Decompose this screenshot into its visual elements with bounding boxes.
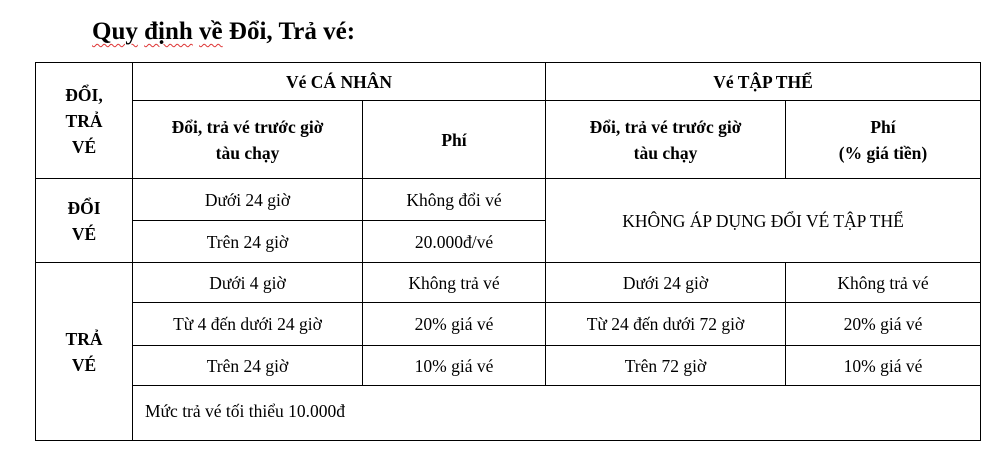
- table-cell: Dưới 4 giờ: [133, 263, 363, 303]
- refund-policy-table: [35, 62, 981, 441]
- table-cell: Dưới 24 giờ: [546, 263, 786, 303]
- table-cell: Không đổi vé: [363, 179, 546, 221]
- exchange-label: ĐỔI VÉ: [36, 179, 133, 263]
- page-title: [92, 18, 355, 46]
- table-row: [36, 303, 981, 346]
- table-cell: Không trả vé: [786, 263, 981, 303]
- minimum-refund-note: Mức trả vé tối thiểu 10.000đ: [133, 386, 981, 441]
- time-header: Đổi, trả vé trước giờ tàu chạy: [133, 101, 363, 179]
- table-cell: Từ 24 đến dưới 72 giờ: [546, 303, 786, 346]
- title-word: Quy: [92, 18, 138, 45]
- time-header-collective: Đổi, trả vé trước giờ tàu chạy: [546, 101, 786, 179]
- table-cell: Trên 72 giờ: [546, 346, 786, 386]
- collective-exchange-note: KHÔNG ÁP DỤNG ĐỔI VÉ TẬP THỂ: [546, 179, 981, 263]
- title-rest: Đổi, Trả vé:: [222, 18, 356, 45]
- fee-header-collective: Phí (% giá tiền): [786, 101, 981, 179]
- table-cell: Dưới 24 giờ: [133, 179, 363, 221]
- table-row: [36, 263, 981, 303]
- table-cell: 20.000đ/vé: [363, 221, 546, 263]
- table-cell: Trên 24 giờ: [133, 221, 363, 263]
- table-cell: 10% giá vé: [786, 346, 981, 386]
- individual-header: Vé CÁ NHÂN: [133, 63, 546, 101]
- collective-header: Vé TẬP THỂ: [546, 63, 981, 101]
- title-word: định: [144, 18, 193, 45]
- table-cell: Trên 24 giờ: [133, 346, 363, 386]
- fee-header: Phí: [363, 101, 546, 179]
- table-cell: 20% giá vé: [786, 303, 981, 346]
- title-word: về: [199, 18, 223, 45]
- corner-header: ĐỔI, TRẢ VÉ: [36, 63, 133, 179]
- refund-label: TRẢ VÉ: [36, 263, 133, 441]
- table-row: [36, 346, 981, 386]
- table-cell: Từ 4 đến dưới 24 giờ: [133, 303, 363, 346]
- table-cell: 20% giá vé: [363, 303, 546, 346]
- table-cell: Không trả vé: [363, 263, 546, 303]
- table-cell: 10% giá vé: [363, 346, 546, 386]
